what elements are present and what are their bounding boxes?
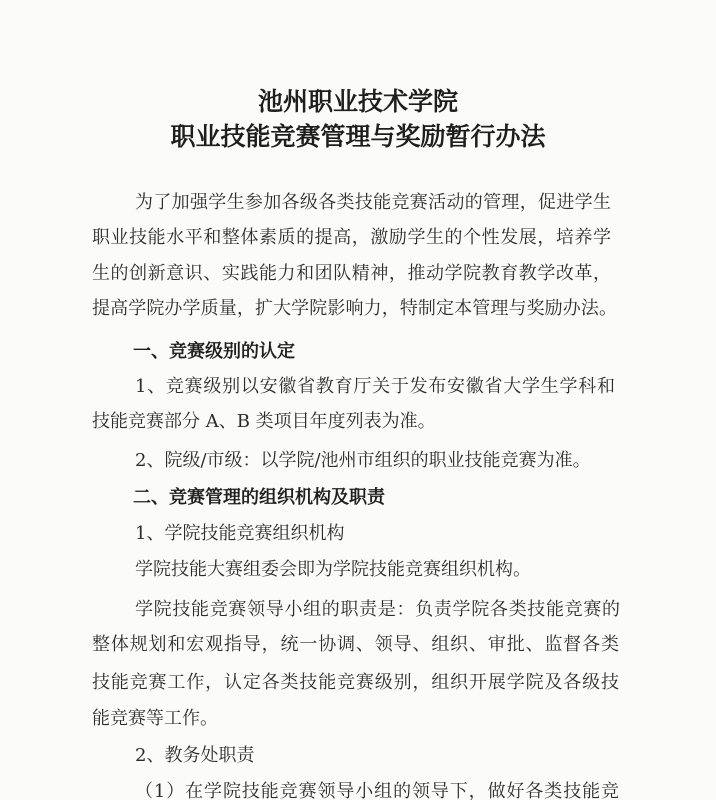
section-1-item-2: 2、院级/市级：以学院/池州市组织的职业技能竞赛为准。 <box>135 450 591 471</box>
section-2-sub-2: 2、教务处职责 <box>135 745 255 766</box>
section-2-sub-1: 1、学院技能竞赛组织机构 <box>135 523 345 544</box>
section-1-item-1-line-1: 1、竞赛级别以安徽省教育厅关于发布安徽省大学生学科和 <box>135 376 615 397</box>
section-1-heading: 一、竞赛级别的认定 <box>133 341 295 362</box>
section-2-heading: 二、竞赛管理的组织机构及职责 <box>133 487 385 508</box>
document-title-line1: 池州职业技术学院 <box>257 87 458 116</box>
section-1-item-1-line-2: 技能竞赛部分 A、B 类项目年度列表为准。 <box>92 411 436 432</box>
intro-line-4: 提高学院办学质量，扩大学院影响力，特制定本管理与奖励办法。 <box>92 298 617 319</box>
section-2-sub-2-item-1: （1）在学院技能竞赛领导小组的领导下，做好各类技能竞 <box>135 781 619 800</box>
intro-line-3: 生的创新意识、实践能力和团队精神，推动学院教育教学改革， <box>92 263 611 284</box>
duty-line-3: 技能竞赛工作，认定各类技能竞赛级别，组织开展学院及各级技 <box>92 672 619 693</box>
intro-line-2: 职业技能水平和整体素质的提高，激励学生的个性发展，培养学 <box>92 227 611 248</box>
duty-line-1: 学院技能竞赛领导小组的职责是：负责学院各类技能竞赛的 <box>135 599 620 620</box>
duty-line-2: 整体规划和宏观指导，统一协调、领导、组织、审批、监督各类 <box>92 634 619 655</box>
document-title-line2: 职业技能竞赛管理与奖励暂行办法 <box>170 122 546 151</box>
section-2-sub-1-text: 学院技能大赛组委会即为学院技能竞赛组织机构。 <box>135 559 531 580</box>
duty-line-4: 能竞赛等工作。 <box>92 708 218 729</box>
intro-line-1: 为了加强学生参加各级各类技能竞赛活动的管理，促进学生 <box>135 192 611 213</box>
